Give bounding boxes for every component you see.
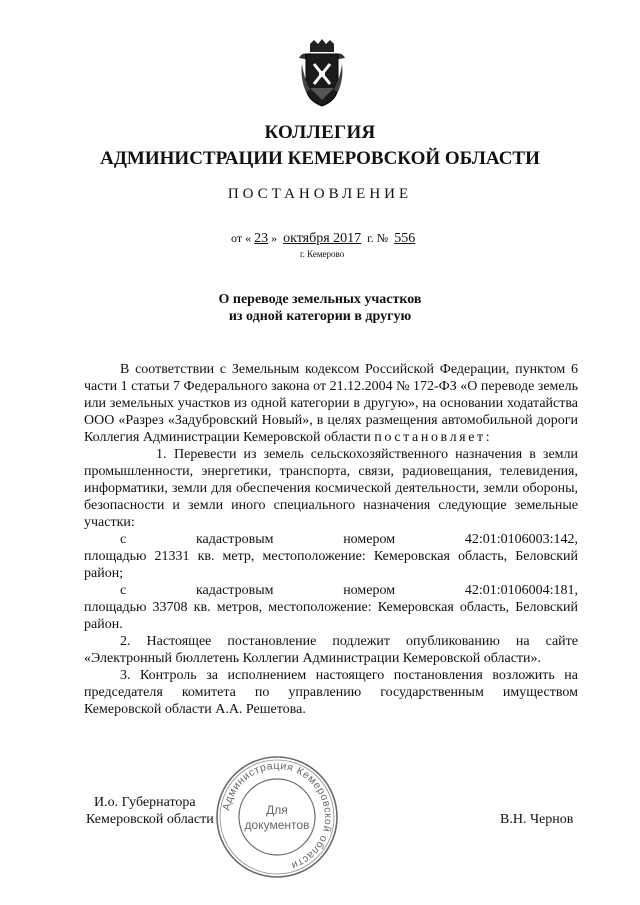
- intro-paragraph: [84, 361, 578, 446]
- signatory-name: В.Н. Чернов: [500, 812, 574, 827]
- seal-ring-text: Администрация Кемеровской области: [220, 759, 335, 872]
- date-day: 23: [254, 231, 269, 246]
- intro-text: В соответствии с Земельным кодексом Российской Федерации, пунктом 6 части 1 статьи 7 Федерального закона от 21.12.2004 № 172-ФЗ «О переводе земель или земельных участков из одной категории в другую», на основании ходатайства ООО «Разрез «Задубровский Новый», в целях размещения автомобильной дороги Коллегия Администрации Кемеровской области: [84, 362, 578, 445]
- signatory-title: [86, 794, 214, 828]
- parcel-2-word-number: номером: [343, 583, 396, 598]
- city-name: г. Кемерово: [300, 249, 345, 259]
- parcel-1-word-number: номером: [343, 532, 396, 547]
- item-1-text: Перевести из земель сельскохозяйственного назначения в земли промышленности, энергетики, транспорта, связи, радиовещания, телевидения, информатики, земли для обеспечения космической деятельности, земли обороны, безопасности и земли иного специального назначения следующие земельные участки:: [84, 447, 578, 530]
- document-subject: [0, 291, 640, 325]
- org-title-line2: АДМИНИСТРАЦИИ КЕМЕРОВСКОЙ ОБЛАСТИ: [100, 148, 540, 169]
- parcel-1-cadastral-number: 42:01:0106003:142,: [464, 532, 578, 547]
- signatory-title-line1: И.о. Губернатора: [94, 795, 196, 810]
- resolves-word: постановляет:: [374, 430, 493, 445]
- signatory-title-line2: Кемеровской области: [86, 812, 214, 827]
- subject-line1: О переводе земельных участков: [218, 292, 422, 307]
- official-seal-stamp: [214, 754, 340, 880]
- parcel-2-word-cadastral: кадастровым: [195, 583, 274, 598]
- parcel-1-word-with: с: [120, 532, 127, 547]
- document-body: [84, 361, 578, 718]
- seal-center-line2: документов: [244, 818, 310, 832]
- item-3: 3. Контроль за исполнением настоящего постановления возложить на председателя комитета по управлению государственным имуществом Кемеровской области А.А. Решетова.: [84, 668, 578, 717]
- number-label: №: [376, 231, 389, 245]
- date-number-line: [231, 231, 418, 247]
- parcel-2-header: [84, 582, 578, 599]
- item-1: [84, 446, 578, 531]
- parcel-2-details: площадью 33708 кв. метров, местоположение: Кемеровская область, Беловский район.: [84, 600, 578, 632]
- parcel-1-details: площадью 21331 кв. метр, местоположение: Кемеровская область, Беловский район;: [84, 549, 578, 581]
- date-mid: »: [271, 231, 278, 245]
- coat-of-arms-emblem: [296, 38, 348, 108]
- item-2: 2. Настоящее постановление подлежит опубликованию на сайте «Электронный бюллетень Коллегии Администрации Кемеровской области».: [84, 634, 578, 666]
- item-1-number: 1.: [156, 447, 167, 462]
- parcel-1-header: [84, 531, 578, 548]
- document-type: ПОСТАНОВЛЕНИЕ: [227, 186, 413, 202]
- parcel-1-word-cadastral: кадастровым: [195, 532, 274, 547]
- subject-line2: из одной категории в другую: [228, 309, 412, 324]
- date-year-suffix: г.: [367, 231, 374, 245]
- parcel-2-cadastral-number: 42:01:0106004:181,: [464, 583, 578, 598]
- document-number: 556: [394, 231, 416, 246]
- seal-center-line1: Для: [266, 803, 288, 817]
- org-title-line1: КОЛЛЕГИЯ: [264, 122, 376, 143]
- parcel-2-word-with: с: [120, 583, 127, 598]
- date-prefix: от «: [231, 231, 252, 245]
- date-month-year: октября 2017: [283, 231, 362, 246]
